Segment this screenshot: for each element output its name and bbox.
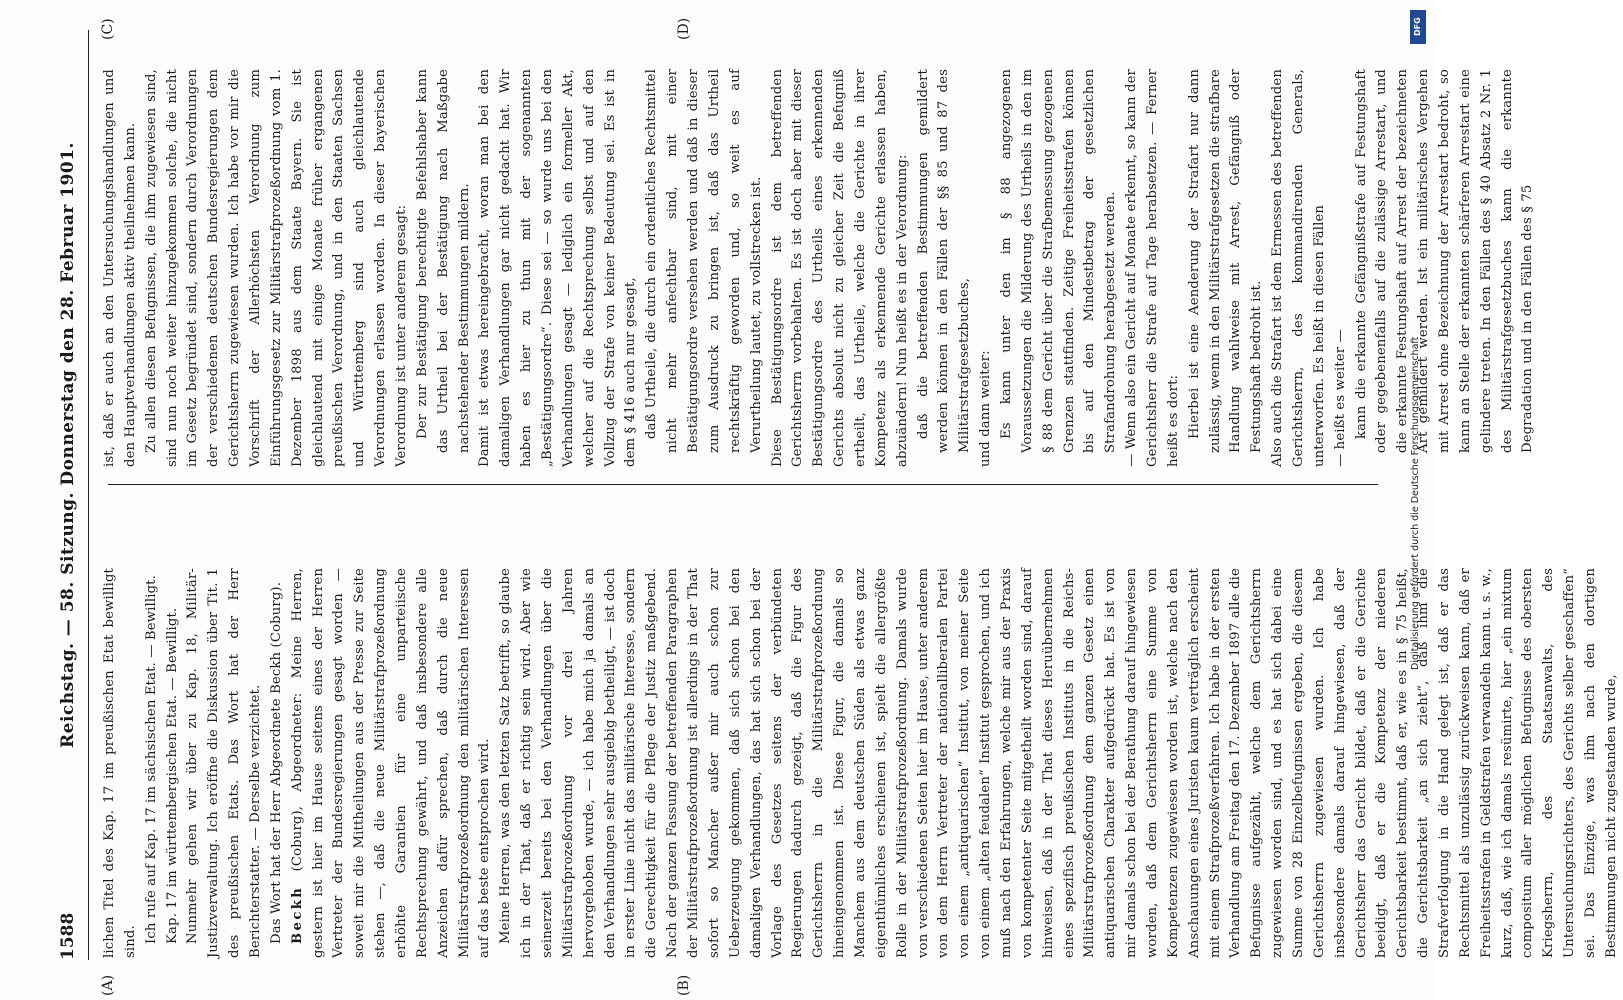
speaker-name: Beckh [289,885,305,944]
quotation: daß Urtheile, die durch ein ordentliches Rechtsmittel nicht mehr anfechtbar sind, mit einer Bestätigungsordre versehen werden und daß in dieser zum Ausdruck zu bringen ist, daß das Urtheil rechtskräftig geworden und, so weit es auf Verurtheilung lautet, zu vollstrecken ist. [644,69,764,453]
quotation: kann die erkannte Gefängnißstrafe auf Festungshaft oder gegebenenfalls auf die zulässige Arrestart, und die erkannte Festungshaft auf Arrest der bezeichneten Art gemildert werden. Ist ein militärisches Vergehen mit Arrest ohne Bezeichnung der Arrestart bedroht, so kann an Stelle der erkannten schärferen Arrestart eine gelindere treten. In den Fällen des § 40 Absatz 2 Nr. 1 des Militärstrafgesetzbuches kann die erkannte Degradation und in den Fällen des § 75 [1353,69,1536,453]
right-text-column [100,69,1536,467]
digitization-credit [1410,10,1426,990]
margin-marker-b: (B) [676,974,692,996]
page-number: 1588 [58,912,78,960]
paragraph: ist, daß er auch an den Untersuchungshandlungen und den Hauptverhandlungen aktiv theilnehmen kann. [102,69,138,467]
column-divider [108,484,1378,485]
paragraph: Damit ist etwas hereingebracht, woran man bei den damaligen Verhandlungen gar nicht gedacht hat. Wir haben es hier zu thun mit der sogenannten „Bestätigungsordre“. Diese sei — so wurde uns bei den Verhandlungen gesagt — lediglich ein formeller Akt, welcher auf die Rechtsprechung selbst und auf den Vollzug der Strafe von keiner Bedeutung sei. Es ist in dem § 416 auch nur gesagt, [477,69,639,467]
paragraph: und dann weiter: [978,350,994,467]
paragraph: lichen Titel des Kap. 17 im preußischen Etat bewilligt sind. [102,568,138,958]
paragraph: Nunmehr gehen wir über zu Kap. 18, Militär-Justizverwaltung. Ich eröffne die Diskussion über Tit. 1 des preußischen Etats. Das Wort hat der Herr Berichterstatter. — Derselbe verzichtet. [185,568,264,958]
page-header [54,30,88,960]
paragraph: Ich rufe auf Kap. 17 im sächsischen Etat. — Bewilligt. [143,575,159,944]
paragraph: Also auch die Strafart ist dem Ermessen des betreffenden Gerichtsherrn, des kommandirenden Generals, unterworfen. Es heißt in diesen Fällen [1270,69,1327,467]
margin-marker-c: (C) [100,18,116,40]
quotation: daß die betreffenden Bestimmungen gemildert werden können in den Fällen der §§ 85 und 87 des Militärstrafgesetzbuches, [915,69,973,453]
credit-text: Digitalisierung gefördert durch die Deutsche Forschungsgemeinschaft [1410,336,1421,670]
paragraph: — heißt es weiter — [1332,329,1348,467]
margin-marker-a: (A) [100,974,116,996]
quotation: Der zur Bestätigung berechtigte Befehlshaber kann das Urtheil bei der Bestätigung nach Maßgabe nachstehender Bestimmungen mildern. [414,69,472,453]
paragraph: Das Wort hat der Herr Abgeordnete Beckh (Coburg). [268,581,284,944]
paragraph: Zu allen diesen Befugnissen, die ihm zugewiesen sind, sind nun noch weiter hinzugekommen solche, die nicht im Gesetz begründet sind, sondern durch Verordnungen der verschiedenen deutschen Bundesregierungen dem Gerichtsherrn zugewiesen wurden. Ich habe vor mir die Vorschrift der Allerhöchsten Verordnung zum Einführungsgesetz zur Militärstrafprozeßordnung vom 1. Dezember 1898 aus dem Staate Bayern. Sie ist gleichlautend mit einige Monate früher ergangenen preußischen Verordnung, und in den Staaten Sachsen und Württemberg sind auch gleichlautende Verordnungen erlassen worden. In dieser bayerischen Verordnung ist unter anderem gesagt: [143,69,410,467]
running-title: Reichstag. — 58. Sitzung. Donnerstag den 28. Februar 1901. [58,142,78,748]
left-text-column [100,568,1619,958]
speech-text: (Coburg), Abgeordneter: Meine Herren, gestern ist hier im Hause seitens eines der Herren Vertreter der Bundesregierungen gesagt worden — soweit mir die Mittheilungen aus der Presse zur Seite stehen —, daß die neue Militärstrafprozeßordnung erhöhte Garantien für eine unparteiische Rechtsprechung gewährt, und daß insbesondere alle Anzeichen dafür sprechen, daß durch die neue Militärstrafprozeßordnung den militärischen Interessen auf das beste entsprochen wird. [289,568,493,958]
paragraph: — Wenn also ein Gericht auf Monate erkennt, so kann der Gerichtsherr die Strafe auf Tage herabsetzen. — Ferner heißt es dort: [1124,69,1181,467]
paragraph: Diese Bestätigungsordre ist dem betreffenden Gerichtsherrn vorbehalten. Es ist doch aber mit dieser Bestätigungsordre des Urtheils eines erkennenden Gerichts absolut nicht zu gleicher Zeit die Befugniß ertheilt, das Urtheile, welche die Gerichte in ihrer Kompetenz als erkennende Gerichte erlassen haben, abzuändern! Nun heißt es in der Verordnung: [769,69,910,467]
quotation: Es kann unter den im § 88 angezogenen Voraussetzungen die Milderung des Urtheils in den im § 88 dem Gericht über die Strafbemessung gezogenen Grenzen stattfinden. Zeitige Freiheitsstrafen können bis auf den Mindestbetrag der gesetzlichen Strafandrohung herabgesetzt werden. [998,69,1119,453]
quotation: Hierbei ist eine Aenderung der Strafart nur dann zulässig, wenn in den Militärstrafgesetzen die strafbare Handlung wahlweise mit Arrest, Gefängniß oder Festungshaft bedroht ist. [1186,69,1265,453]
dfg-logo: DFG [1410,10,1426,44]
paragraph: Meine Herren, was den letzten Satz betrifft, so glaube ich in der That, daß er richtig sein wird. Aber wie seinerzeit bereits bei den Verhandlungen über die Militärstrafprozeßordnung vor drei Jahren hervorgehoben wurde, — ich habe mich ja damals an den Verhandlungen sehr ausgiebig betheiligt, — ist doch in erster Linie nicht das militärische Interesse, sondern die Gerechtigkeit für die Pflege der Justiz maßgebend. Nach der ganzen Fassung der betreffenden Paragraphen der Militärstrafprozeßordnung ist allerdings in der That sofort so Mancher außer mir auch schon zur Ueberzeugung gekommen, daß sich schon bei den damaligen Verhandlungen, das hat sich schon bei der Vorlage des Gesetzes seitens der verbündeten Regierungen dadurch gezeigt, daß die Figur des Gerichtsherrn in die Militärstrafprozeßordnung hineingenommen ist. Diese Figur, die damals so Manchem aus dem deutschen Süden als etwas ganz eigenthümliches erschienen ist, spielt die allergrößte Rolle in der Militärstrafprozeßordnung. Damals wurde von verschiedenen Seiten hier im Hause, unter anderem von dem Herrn Vertreter der nationalliberalen Partei von einem „antiquarischen“ Institut, von meiner Seite von einem „alten feudalen“ Institut gesprochen, und ich muß nach den Erfahrungen, welche mir aus der Praxis von kompetenter Seite mitgetheilt worden sind, darauf hinweisen, daß in der That dieses Heruübernehmen eines spezifisch preußischen Instituts in die Reichs-Militärstrafprozeßordnung dem ganzen Gesetz einen antiquarischen Charakter aufgedrückt hat. Es ist von mir damals schon bei der Berathung darauf hingewiesen worden, daß dem Gerichtsherrn eine Summe von Kompetenzen zugewiesen worden ist, welche nach den Anschauungen eines Juristen kaum verträglich erscheint mit einem Strafprozeßverfahren. Ich habe in der ersten Verhandlung am Freitag den 17. Dezember 1897 alle die Befugnisse aufgezählt, welche dem Gerichtsherrn zugewiesen worden sind, und es hat sich dabei eine Summe von 28 Einzelbefugnissen ergeben, die diesem Gerichtsherrn zugewiesen wurden. Ich habe insbesondere damals darauf hingewiesen, daß der Gerichtsherr das Gericht bildet, daß er die Gerichte beeidigt, daß er die Kompetenz der niederen Gerichtsbarkeit bestimmt, daß er, wie es in § 75 heißt, die Gerichtsbarkeit „an sich zieht“, daß ihm die Strafverfolgung in die Hand gelegt ist, daß er das Rechtsmittel als unzulässig zurückweisen kann, daß er Freiheitsstrafen in Geldstrafen verwandeln kann u. s. w., kurz, daß, wie ich damals resümirte, hier „ein mixtum compositum aller möglichen Befugnisse des obersten Kriegsherrn, des Staatsanwalts, des Untersuchungsrichters, des Gerichts selber geschaffen“ sei. Das Einzige, was ihm nach den dortigen Bestimmungen nicht zugestanden wurde, [498,568,1619,958]
speech-paragraph [288,568,497,958]
margin-marker-d: (D) [676,17,692,40]
paragraph: Kap. 17 im württembergischen Etat. — Bewilligt. [164,607,180,944]
header-rule [88,30,89,960]
